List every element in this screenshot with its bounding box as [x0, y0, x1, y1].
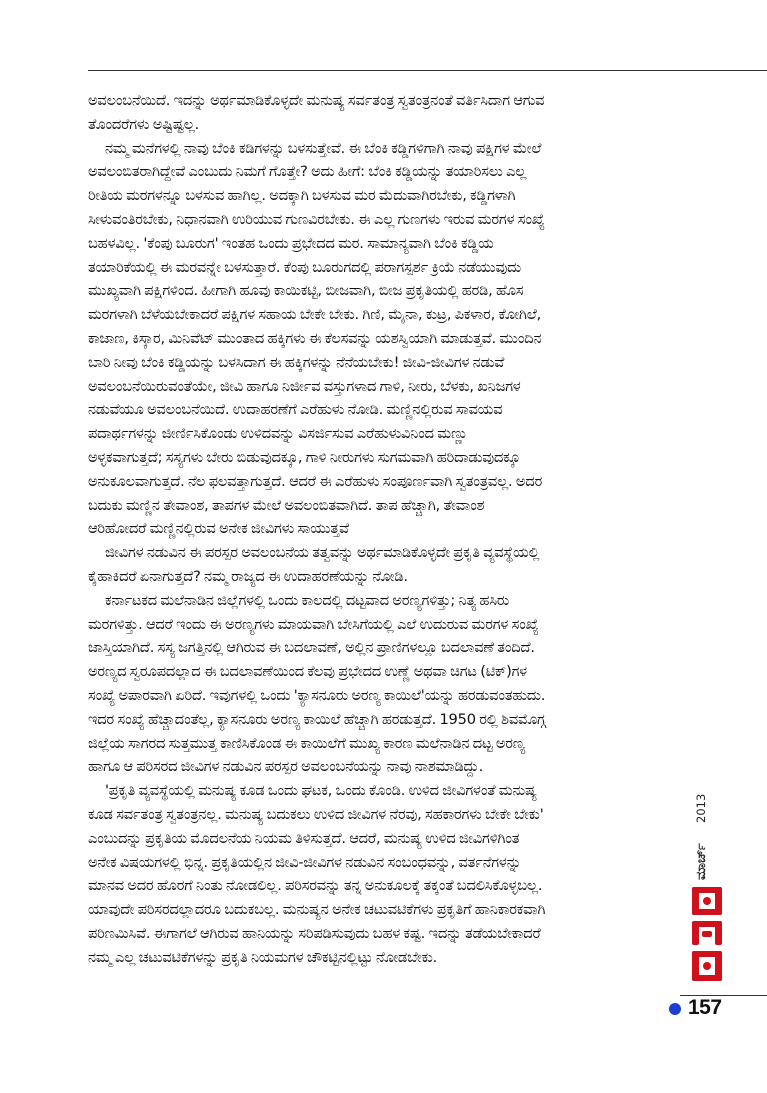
text-line: ಕರ್ನಾಟಕದ ಮಲೆನಾಡಿನ ಜಿಲ್ಲೆಗಳಲ್ಲಿ ಒಂದು ಕಾಲದಲ್ಲಿ ದಟ್ಟವಾದ ಅರಣ್ಯಗಳಿತ್ತು; ನಿತ್ಯ ಹಸಿರು — [105, 591, 510, 609]
page-dot — [669, 1003, 681, 1015]
text-line: ಕೈಹಾಕಿದರೆ ಏನಾಗುತ್ತದೆ? ನಮ್ಮ ರಾಜ್ಯದ ಈ ಉದಾಹರಣೆಯನ್ನು ನೋಡಿ. — [88, 567, 408, 585]
text-line: ಜಾಸ್ತಿಯಾಗಿದೆ. ಸಸ್ಯ ಜಗತ್ತಿನಲ್ಲಿ ಆಗಿರುವ ಈ ಬದಲಾವಣೆ, ಅಲ್ಲಿನ ಪ್ರಾಣಿಗಳಲ್ಲೂ ಬದಲಾವಣೆ ತಂದಿದೆ. — [88, 639, 535, 657]
text-line: ಬದುಕು ಮಣ್ಣಿನ ತೇವಾಂಶ, ತಾಪಗಳ ಮೇಲೆ ಅವಲಂಬಿತವಾಗಿದೆ. ತಾಪ ಹೆಚ್ಚಾಗಿ, ತೇವಾಂಶ — [88, 496, 485, 514]
text-line: ಜೀವಿಗಳ ನಡುವಿನ ಈ ಪರಸ್ಪರ ಅವಲಂಬನೆಯ ತತ್ವವನ್ನು ಅರ್ಥಮಾಡಿಕೊಳ್ಳದೇ ಪ್ರಕೃತಿ ವ್ಯವಸ್ಥೆಯಲ್ಲಿ — [105, 544, 540, 562]
text-line: ಸೀಳುವಂತಿರಬೇಕು, ನಿಧಾನವಾಗಿ ಉರಿಯುವ ಗುಣವಿರಬೇಕು. ಈ ಎಲ್ಲ ಗುಣಗಳು ಇರುವ ಮರಗಳ ಸಂಖ್ಯೆ — [88, 210, 545, 228]
text-line: ಅನುಕೂಲವಾಗುತ್ತದೆ. ನೆಲ ಫಲವತ್ತಾಗುತ್ತದೆ. ಆದರೆ ಈ ಎರೆಹುಳು ಸಂಪೂರ್ಣವಾಗಿ ಸ್ವತಂತ್ರವಲ್ಲ. ಅದರ — [88, 472, 543, 490]
text-line: ಜಿಲ್ಲೆಯ ಸಾಗರದ ಸುತ್ತಮುತ್ತ ಕಾಣಿಸಿಕೊಂಡ ಈ ಕಾಯಿಲೆಗೆ ಮುಖ್ಯ ಕಾರಣ ಮಲೆನಾಡಿನ ದಟ್ಟ ಅರಣ್ಯ — [88, 734, 525, 752]
text-line: ಆರಿಹೋದರೆ ಮಣ್ಣಿನಲ್ಲಿರುವ ಅನೇಕ ಜೀವಿಗಳು ಸಾಯುತ್ತವೆ — [88, 520, 349, 538]
page-number: 157 — [688, 996, 722, 1019]
text-line: ಬಹಳವಿಲ್ಲ. 'ಕೆಂಪು ಬೂರುಗ' ಇಂತಹ ಒಂದು ಪ್ರಭೇದದ ಮರ. ಸಾಮಾನ್ಯವಾಗಿ ಬೆಂಕಿ ಕಡ್ಡಿಯ — [88, 234, 494, 252]
text-line: 'ಪ್ರಕೃತಿ ವ್ಯವಸ್ಥೆಯಲ್ಲಿ ಮನುಷ್ಯ ಕೂಡ ಒಂದು ಘಟಕ, ಒಂದು ಕೊಂಡಿ. ಉಳಿದ ಜೀವಿಗಳಂತೆ ಮನುಷ್ಯ — [105, 782, 537, 800]
text-line: ಅರಣ್ಯದ ಸ್ವರೂಪದಲ್ಲಾದ ಈ ಬದಲಾವಣೆಯಿಂದ ಕೆಲವು ಪ್ರಭೇದದ ಉಣ್ಣೆ ಅಥವಾ ಚಿಗಟ (ಟಿಕ್)ಗಳ — [88, 663, 528, 681]
top-rule — [88, 70, 767, 71]
issue-month: ಮಾರ್ಚ್ — [694, 843, 709, 880]
paragraph — [88, 137, 673, 542]
text-line: ರೀತಿಯ ಮರಗಳನ್ನೂ ಬಳಸುವ ಹಾಗಿಲ್ಲ. ಅದಕ್ಕಾಗಿ ಬಳಸುವ ಮರ ಮೆದುವಾಗಿರಬೇಕು, ಕಡ್ಡಿಗಳಾಗಿ — [88, 187, 516, 205]
text-line: ಯಾವುದೇ ಪರಿಸರದಲ್ಲಾದರೂ ಬದುಕಬಲ್ಲ. ಮನುಷ್ಯನ ಅನೇಕ ಚಟುವಟಿಕೆಗಳು ಪ್ರಕೃತಿಗೆ ಹಾನಿಕಾರಕವಾಗಿ — [88, 901, 546, 919]
text-line: ನಮ್ಮ ಮನೆಗಳಲ್ಲಿ ನಾವು ಬೆಂಕಿ ಕಡಿಗಳನ್ನು ಬಳಸುತ್ತೇವೆ. ಈ ಬೆಂಕಿ ಕಡ್ಡಿಗಳಿಗಾಗಿ ನಾವು ಪಕ್ಷಿಗಳ ಮೇಲೆ — [105, 139, 542, 157]
text-line: ಅನೇಕ ವಿಷಯಗಳಲ್ಲಿ ಭಿನ್ನ. ಪ್ರಕೃತಿಯಲ್ಲಿನ ಜೀವಿ-ಜೀವಿಗಳ ನಡುವಿನ ಸಂಬಂಧವನ್ನು, ವರ್ತನೆಗಳನ್ನು — [88, 853, 522, 871]
issue-year: 2013 — [694, 793, 708, 823]
text-line: ಕೂಡ ಸರ್ವತಂತ್ರ ಸ್ವತಂತ್ರನಲ್ಲ. ಮನುಷ್ಯ ಬದುಕಲು ಉಳಿದ ಜೀವಿಗಳ ನೆರವು, ಸಹಕಾರಗಳು ಬೇಕೇ ಬೇಕು' — [88, 805, 544, 823]
text-line: ಇದರ ಸಂಖ್ಯೆ ಹೆಚ್ಚಾದಂತೆಲ್ಲ, ಕ್ಯಾಸನೂರು ಅರಣ್ಯ ಕಾಯಿಲೆ ಹೆಚ್ಚಾಗಿ ಹರಡುತ್ತದೆ. 1950 ರಲ್ಲಿ ಶಿವಮೊಗ್ಗ — [88, 710, 546, 728]
paragraph — [88, 541, 673, 589]
text-line: ಮರಗಳಿತ್ತು. ಆದರೆ ಇಂದು ಈ ಅರಣ್ಯಗಳು ಮಾಯವಾಗಿ ಬೇಸಿಗೆಯಲ್ಲಿ ಎಲೆ ಉದುರುವ ಮರಗಳ ಸಂಖ್ಯೆ — [88, 615, 539, 633]
text-line: ತೊಂದರೆಗಳು ಅಷ್ಟಿಷ್ಟಲ್ಲ. — [88, 115, 200, 133]
text-line: ನಡುವೆಯೂ ಅವಲಂಬನೆಯಿದೆ. ಉದಾಹರಣೆಗೆ ಎರೆಹುಳು ನೋಡಿ. ಮಣ್ಣಿನಲ್ಲಿರುವ ಸಾವಯವ — [88, 401, 503, 419]
text-line: ಎಂಬುದನ್ನು ಪ್ರಕೃತಿಯ ಮೊದಲನೆಯ ನಿಯಮ ತಿಳಿಸುತ್ತದೆ. ಆದರೆ, ಮನುಷ್ಯ ಉಳಿದ ಜೀವಿಗಳಿಗಿಂತ — [88, 829, 520, 847]
paragraph — [88, 779, 673, 969]
text-line: ಅವಲಂಬನೆಯಿದೆ. ಇದನ್ನು ಅರ್ಥಮಾಡಿಕೊಳ್ಳದೇ ಮನುಷ್ಯ ಸರ್ವತಂತ್ರ ಸ್ವತಂತ್ರನಂತೆ ವರ್ತಿಸಿದಾಗ ಆಗುವ — [88, 92, 545, 109]
text-line: ತಯಾರಿಕೆಯಲ್ಲಿ ಈ ಮರವನ್ನೇ ಬಳಸುತ್ತಾರೆ. ಕೆಂಪು ಬೂರುಗದಲ್ಲಿ ಪರಾಗಸ್ಪರ್ಶ ಕ್ರಿಯೆ ನಡೆಯುವುದು — [88, 258, 522, 276]
paragraph — [88, 589, 673, 779]
magazine-logo — [690, 885, 724, 983]
article-body — [88, 89, 673, 969]
text-line: ಬಾರಿ ನೀವು ಬೆಂಕಿ ಕಡ್ಡಿಯನ್ನು ಬಳಸಿದಾಗ ಈ ಹಕ್ಕಿಗಳನ್ನು ನೆನೆಯಬೇಕು! ಜೀವಿ-ಜೀವಿಗಳ ನಡುವೆ — [88, 353, 505, 371]
text-line: ಸಂಖ್ಯೆ ಅಪಾರವಾಗಿ ಏರಿದೆ. ಇವುಗಳಲ್ಲಿ ಒಂದು 'ಕ್ಯಾಸನೂರು ಅರಣ್ಯ ಕಾಯಿಲೆ'ಯನ್ನು ಹರಡುವಂತಹುದು. — [88, 686, 546, 704]
text-line: ಮುಖ್ಯವಾಗಿ ಪಕ್ಷಿಗಳಿಂದ. ಹೀಗಾಗಿ ಹೂವು ಕಾಯಿಕಟ್ಟಿ, ಬೀಜವಾಗಿ, ಬೀಜ ಪ್ರಕೃತಿಯಲ್ಲಿ ಹರಡಿ, ಹೊಸ — [88, 282, 524, 300]
text-line: ಹಾಗೂ ಆ ಪರಿಸರದ ಜೀವಿಗಳ ನಡುವಿನ ಪರಸ್ಪರ ಅವಲಂಬನೆಯನ್ನು ನಾವು ನಾಶಮಾಡಿದ್ದು. — [88, 758, 484, 776]
text-line: ಮರಗಳಾಗಿ ಬೆಳೆಯಬೇಕಾದರೆ ಪಕ್ಷಿಗಳ ಸಹಾಯ ಬೇಕೇ ಬೇಕು. ಗಿಣಿ, ಮೈನಾ, ಕುಟ್ರ, ಪಿಕಳಾರ, ಕೋಗಿಲೆ, — [88, 306, 542, 324]
text-line: ಪದಾರ್ಥಗಳನ್ನು ಜೀರ್ಣಿಸಿಕೊಂಡು ಉಳಿದವನ್ನು ವಿಸರ್ಜಿಸುವ ಎರೆಹುಳುವಿನಿಂದ ಮಣ್ಣು — [88, 425, 468, 443]
text-line: ಮಾನವ ಅದರ ಹೊರಗೆ ನಿಂತು ನೋಡಲಿಲ್ಲ. ಪರಿಸರವನ್ನು ತನ್ನ ಅನುಕೂಲಕ್ಕೆ ತಕ್ಕಂತೆ ಬದಲಿಸಿಕೊಳ್ಳಬಲ್ಲ. — [88, 877, 543, 895]
text-line: ಅವಲಂಬನೆಯಿರುವಂತೆಯೇ, ಜೀವಿ ಹಾಗೂ ನಿರ್ಜೀವ ವಸ್ತುಗಳಾದ ಗಾಳಿ, ನೀರು, ಬೆಳಕು, ಖನಿಜಗಳ — [88, 377, 521, 395]
text-line: ನಮ್ಮ ಎಲ್ಲ ಚಟುವಟಿಕೆಗಳನ್ನು ಪ್ರಕೃತಿ ನಿಯಮಗಳ ಚೌಕಟ್ಟಿನಲ್ಲಿಟ್ಟು ನೋಡಬೇಕು. — [88, 948, 438, 966]
paragraph — [88, 89, 673, 137]
text-line: ಅವಲಂಬಿತರಾಗಿದ್ದೇವೆ ಎಂಬುದು ನಿಮಗೆ ಗೊತ್ತೇ? ಅದು ಹೀಗೆ: ಬೆಂಕಿ ಕಡ್ಡಿಯನ್ನು ತಯಾರಿಸಲು ಎಲ್ಲ — [88, 163, 527, 181]
text-line: ಪರಿಣಮಿಸಿವೆ. ಈಗಾಗಲೆ ಆಗಿರುವ ಹಾನಿಯನ್ನು ಸರಿಪಡಿಸುವುದು ಬಹಳ ಕಷ್ಟ. ಇದನ್ನು ತಡೆಯಬೇಕಾದರೆ — [88, 924, 541, 942]
text-line: ಅಳ್ಳಕವಾಗುತ್ತದೆ; ಸಸ್ಯಗಳು ಬೇರು ಬಿಡುವುದಕ್ಕೂ, ಗಾಳಿ ನೀರುಗಳು ಸುಗಮವಾಗಿ ಹರಿದಾಡುವುದಕ್ಕೂ — [88, 448, 521, 466]
text-line: ಕಾಜಾಣ, ಕಿಸ್ಕಾರ, ಮಿನಿವೆಟ್ ಮುಂತಾದ ಹಕ್ಕಿಗಳು ಈ ಕೆಲಸವನ್ನು ಯಶಸ್ವಿಯಾಗಿ ಮಾಡುತ್ತವೆ. ಮುಂದಿನ — [88, 329, 542, 347]
